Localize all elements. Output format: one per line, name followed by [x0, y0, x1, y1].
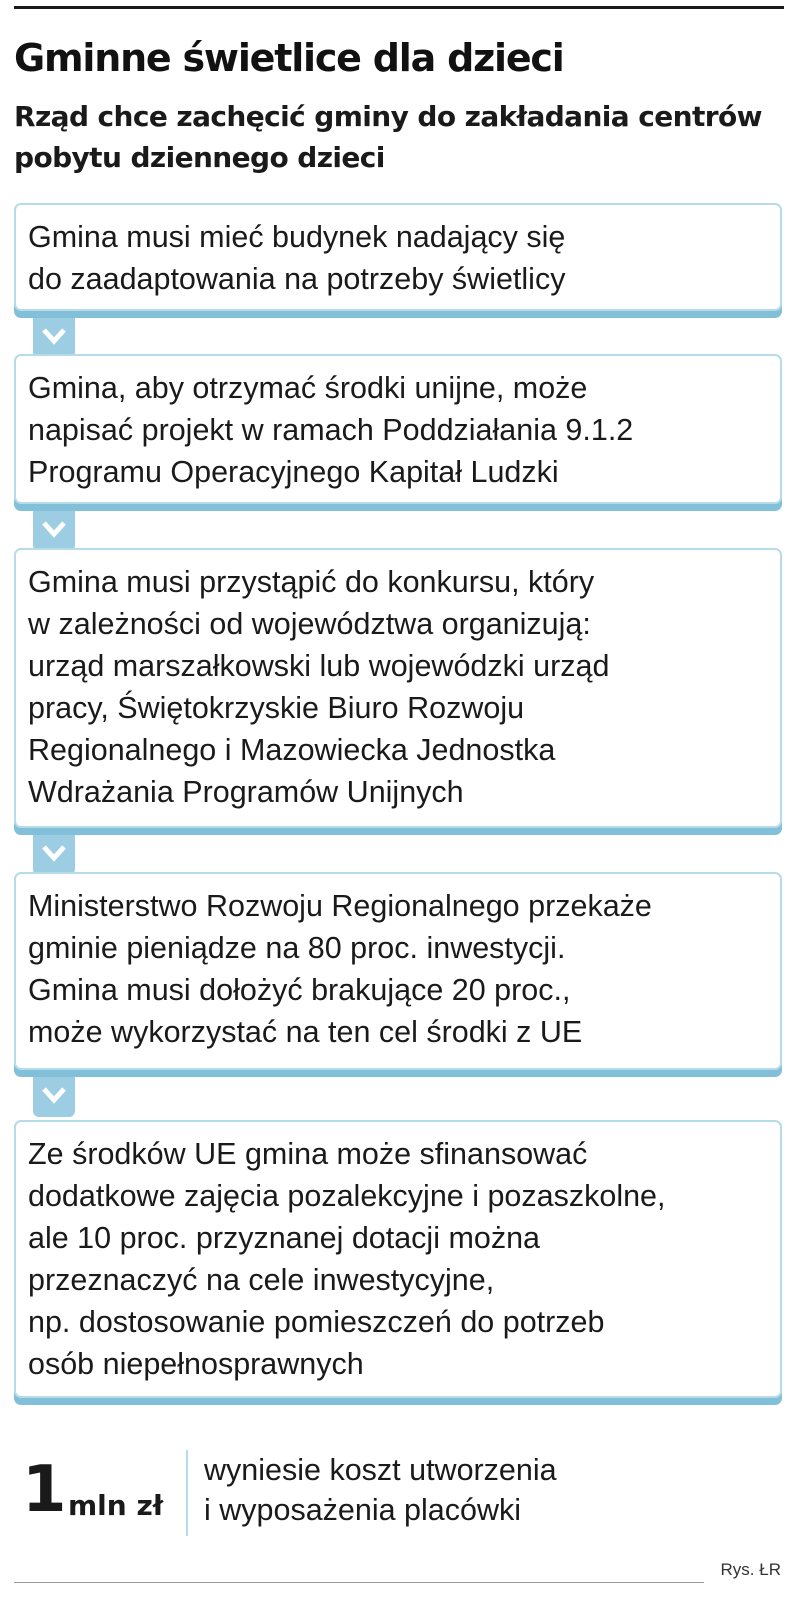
step-3-line: Wdrażania Programów Unijnych [28, 775, 464, 809]
chevron-down-icon [41, 519, 67, 539]
infographic-title: Gminne świetlice dla dzieci [14, 36, 564, 80]
step-3-line: pracy, Świętokrzyskie Biuro Rozwoju [28, 691, 525, 725]
cost-line: wyniesie koszt utworzenia [204, 1453, 557, 1487]
step-5-line: ale 10 proc. przyznanej dotacji można [28, 1221, 541, 1255]
step-2-line: napisać projekt w ramach Poddziałania 9.1.2 [28, 413, 634, 447]
step-1-text [16, 205, 780, 300]
flow-connector-4 [33, 1077, 75, 1117]
chevron-down-icon [41, 843, 67, 863]
graphic-credit: Rys. ŁR [720, 1560, 781, 1579]
step-4-line: może wykorzystać na ten cel środki z UE [28, 1015, 583, 1049]
top-rule [14, 6, 784, 9]
flow-connector-3 [33, 835, 75, 875]
step-5-text [16, 1122, 780, 1385]
bottom-rule [14, 1582, 704, 1583]
flow-connector-1 [33, 318, 75, 358]
flow-connector-2 [33, 511, 75, 551]
step-5-line: osób niepełnosprawnych [28, 1347, 364, 1381]
step-5-line: dodatkowe zajęcia pozalekcyjne i pozaszkolne, [28, 1179, 666, 1213]
step-box-2 [14, 354, 782, 504]
step-4-line: Ministerstwo Rozwoju Regionalnego przekaże [28, 889, 652, 923]
cost-number: 1 [22, 1453, 65, 1527]
cost-divider [186, 1450, 188, 1536]
chevron-down-icon [41, 1085, 67, 1105]
infographic-subtitle: Rząd chce zachęcić gminy do zakładania centrów pobytu dziennego dzieci [14, 100, 762, 174]
step-box-1 [14, 203, 782, 311]
step-4-line: Gmina musi dołożyć brakujące 20 proc., [28, 973, 571, 1007]
step-3-line: w zależności od województwa organizują: [28, 607, 591, 641]
step-2-line: Gmina, aby otrzymać środki unijne, może [28, 371, 588, 405]
step-5-line: np. dostosowanie pomieszczeń do potrzeb [28, 1305, 605, 1339]
step-box-4 [14, 872, 782, 1070]
chevron-down-icon [41, 326, 67, 346]
step-2-text [16, 356, 780, 493]
step-3-line: Regionalnego i Mazowiecka Jednostka [28, 733, 556, 767]
cost-description [204, 1450, 557, 1530]
step-3-text [16, 550, 780, 813]
step-box-5 [14, 1120, 782, 1398]
step-box-3 [14, 548, 782, 828]
step-2-line: Programu Operacyjnego Kapitał Ludzki [28, 455, 559, 489]
step-3-line: urząd marszałkowski lub wojewódzki urząd [28, 649, 610, 683]
cost-line: i wyposażenia placówki [204, 1493, 522, 1527]
step-1-line: Gmina musi mieć budynek nadający się [28, 220, 566, 254]
step-4-text [16, 874, 780, 1053]
cost-unit: mln zł [68, 1489, 164, 1522]
step-1-line: do zaadaptowania na potrzeby świetlicy [28, 262, 566, 296]
step-4-line: gminie pieniądze na 80 proc. inwestycji. [28, 931, 566, 965]
step-5-line: przeznaczyć na cele inwestycyjne, [28, 1263, 495, 1297]
step-5-line: Ze środków UE gmina może sfinansować [28, 1137, 588, 1171]
step-3-line: Gmina musi przystąpić do konkursu, który [28, 565, 595, 599]
